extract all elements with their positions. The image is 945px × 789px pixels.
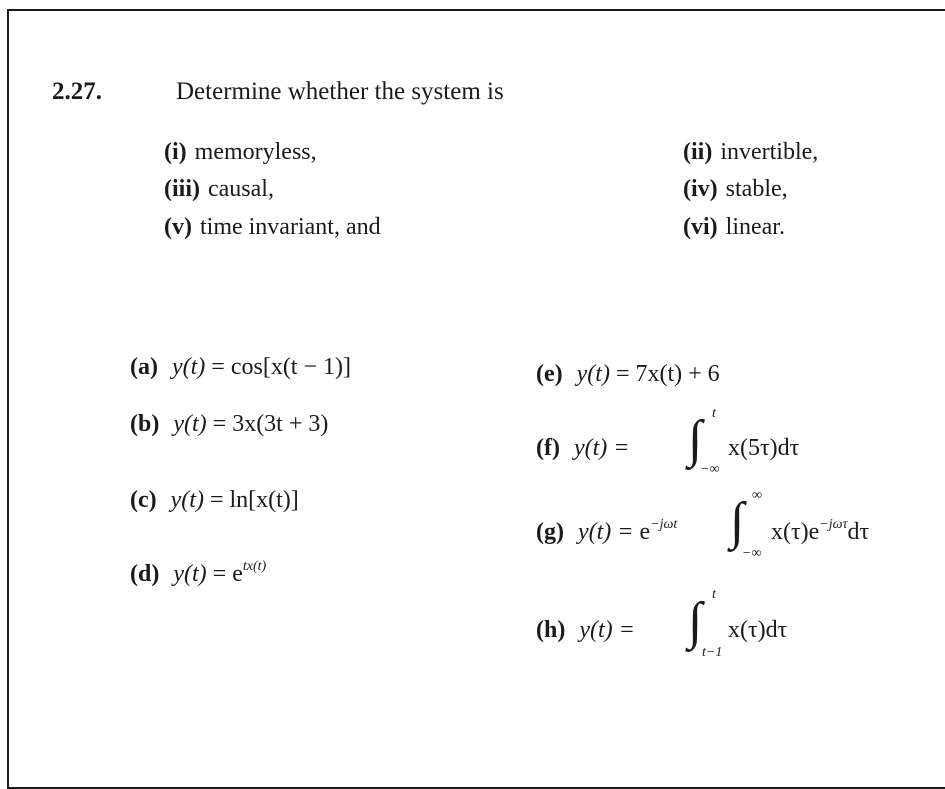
equation-label: (f) [536, 435, 560, 461]
equation-lhs: y(t) [171, 354, 206, 380]
equation-d [130, 559, 267, 587]
property-label: (v) [164, 214, 192, 240]
property-label: (i) [164, 139, 187, 165]
equation-h-integrand: x(τ)dτ [728, 617, 788, 643]
integral-upper-limit: t [712, 406, 716, 421]
equation-label: (e) [536, 361, 563, 387]
property-text: stable, [725, 176, 788, 202]
property-i [164, 140, 317, 164]
equation-label: (g) [536, 519, 564, 545]
property-iii [164, 177, 274, 201]
integral-sign: ∫ [688, 411, 703, 468]
property-text: memoryless, [194, 139, 317, 165]
property-ii [683, 140, 818, 164]
equation-rhs: = 7x(t) + 6 [615, 361, 720, 387]
integral-sign: ∫ [688, 593, 703, 650]
property-label: (iv) [683, 176, 718, 202]
equation-rhs: = 3x(3t + 3) [212, 411, 329, 437]
integrand-base: x(τ)e [771, 519, 820, 545]
integral-upper-limit: ∞ [752, 488, 762, 503]
problem-intro: Determine whether the system is [176, 78, 504, 105]
property-text: linear. [725, 214, 785, 240]
property-label: (ii) [683, 139, 713, 165]
equation-g-head [536, 517, 678, 545]
page-frame [7, 9, 945, 789]
property-text: time invariant, and [199, 214, 381, 240]
property-text: causal, [208, 176, 274, 202]
equation-c [130, 488, 299, 512]
equation-rhs: = ln[x(t)] [209, 487, 299, 513]
equation-exponent: −jωt [650, 517, 678, 532]
equation-h-head [536, 618, 635, 642]
equation-lhs: y(t) = [579, 617, 635, 643]
integral-lower-limit: −∞ [700, 462, 720, 477]
property-v [164, 215, 381, 239]
equation-lhs: y(t) [173, 411, 207, 437]
equation-lhs: y(t) [576, 361, 610, 387]
equation-g-integrand [771, 517, 870, 545]
equation-rhs: = cos[x(t − 1)] [211, 354, 351, 380]
equation-lhs: y(t) [173, 561, 207, 587]
integral-lower-limit: t−1 [702, 645, 723, 660]
equation-b [130, 412, 328, 436]
integral-sign: ∫ [730, 493, 745, 550]
equation-lhs: y(t) = [573, 435, 630, 461]
property-vi [683, 215, 785, 239]
property-text: invertible, [720, 139, 819, 165]
equation-lhs: y(t) [170, 487, 204, 513]
integrand-tail: dτ [847, 519, 870, 545]
equation-exponent: tx(t) [242, 559, 267, 574]
property-label: (iii) [164, 176, 200, 202]
equation-prefactor: e [639, 519, 651, 545]
integral-upper-limit: t [712, 587, 716, 602]
equation-rhs: = e [212, 561, 243, 587]
integrand-exponent: −jωτ [819, 517, 848, 532]
equation-label: (d) [130, 561, 160, 587]
equation-f-integrand: x(5τ)dτ [728, 435, 800, 461]
equation-label: (c) [130, 487, 157, 513]
property-iv [683, 177, 788, 201]
integral-lower-limit: −∞ [742, 546, 762, 561]
equation-label: (b) [130, 411, 160, 437]
equation-e [536, 362, 720, 386]
equation-a [130, 355, 351, 379]
property-label: (vi) [683, 214, 718, 240]
equation-f-head [536, 436, 629, 460]
equation-label: (h) [536, 617, 566, 643]
equation-label: (a) [130, 354, 158, 380]
problem-number: 2.27. [52, 78, 102, 105]
equation-lhs: y(t) = [577, 519, 634, 545]
